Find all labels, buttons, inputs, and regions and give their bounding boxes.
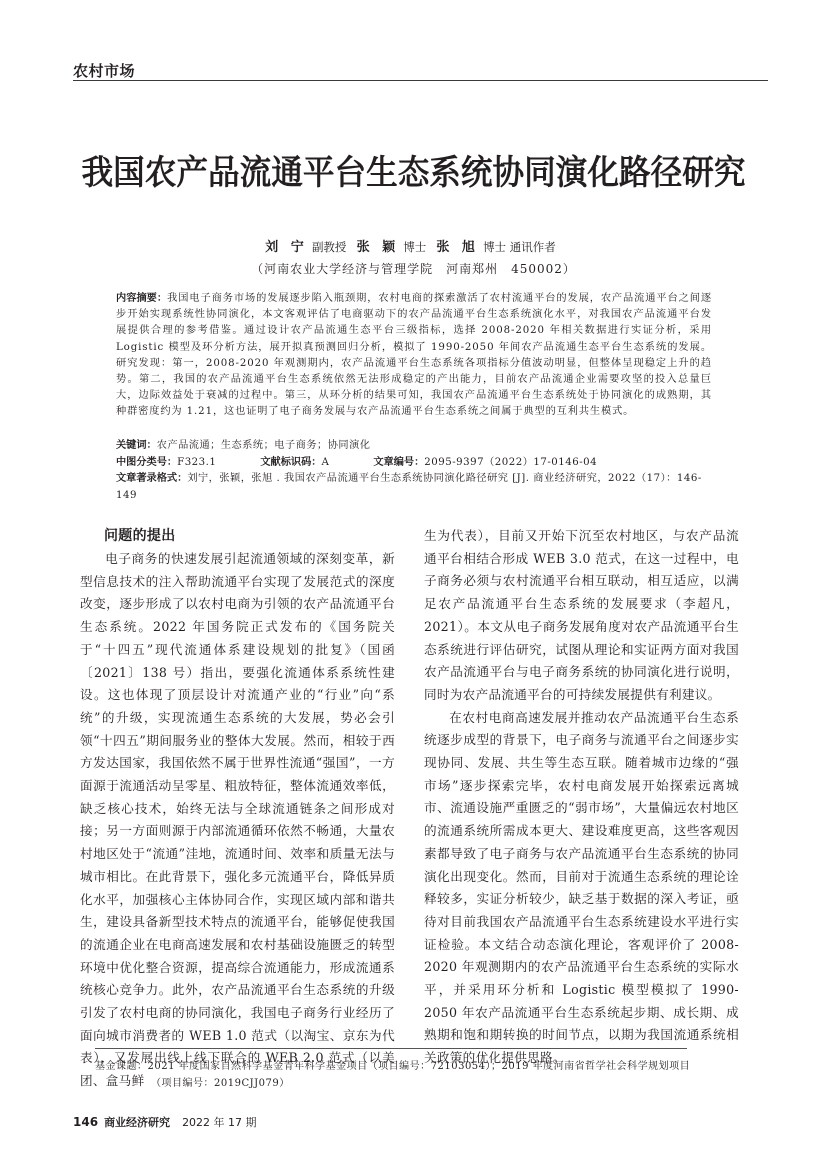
doc-code-label: 文献标识码：	[260, 456, 322, 468]
abstract-label: 内容摘要：	[116, 293, 168, 304]
keywords-label: 关键词：	[116, 440, 157, 451]
article-id-label: 文章编号：	[373, 456, 425, 468]
citation-label: 文章著录格式：	[116, 473, 188, 485]
article-id-value: 2095-9397（2022）17-0146-04	[424, 456, 598, 468]
citation-text: 刘宁，张颖，张旭 . 我国农产品流通平台生态系统协同演化路径研究 [J]. 商业经济研究，2022（17）：146-149	[116, 473, 702, 501]
page-number: 146	[73, 1115, 99, 1129]
author-role: 博士	[403, 240, 427, 254]
author-list	[0, 236, 827, 255]
section-heading: 问题的提出	[104, 528, 176, 544]
funding-note	[95, 1058, 735, 1092]
footnote-divider	[95, 1048, 687, 1049]
abstract-text: 我国电子商务市场的发展逐步陷入瓶颈期，农村电商的探索激活了农村流通平台的发展，农产品流通平台之间逐步开始实现系统性协同演化，本文客观评估了电商驱动下的农产品流通平台生态系统演化水平，对我国农产品流通平台发展提供合理的参考借鉴。通过设计农产品流通生态平台三级指标，选择 2008-2020 年相关数据进行实证分析，采用 Logistic 模型及环分析方法，展开拟真预测回归分析，模拟了 1990-2050 年间农产品流通生态平台生态系统的发展。研究发现：第一，2008-2020 年观测期内，农产品流通平台生态系统各项指标分值波动明显，但整体呈现稳定上升的趋势。第二，我国的农产品流通平台生态系统依然无法形成稳定的产出能力，目前农产品流通企业需要攻坚的投入总量巨大，边际效益处于衰减的过程中。第三，从环分析的结果可知，我国农产品流通平台生态系统处于协同演化的成熟期，其种群密度约为 1.21，这也证明了电子商务发展与农产品流通平台生态系统之间属于典型的互利共生模式。	[116, 293, 712, 418]
classification-row	[116, 455, 712, 472]
keywords-text: 农产品流通；生态系统；电子商务；协同演化	[156, 440, 371, 451]
funding-line: 基金课题：2021 年度国家自然科学基金青年科学基金项目（项目编号：72103054）；2019 年度河南省哲学社会科学规划项目	[95, 1061, 691, 1072]
doc-code-value: A	[321, 456, 330, 468]
clc-value: F323.1	[177, 456, 217, 468]
article-metadata	[116, 438, 712, 504]
journal-name: 商业经济研究	[104, 1116, 171, 1129]
keywords-row	[116, 438, 712, 455]
section-tag: 农村市场	[73, 62, 136, 80]
article-title: 我国农产品流通平台生态系统协同演化路径研究	[81, 153, 746, 193]
author-name: 张 旭	[436, 240, 479, 255]
citation-row	[116, 471, 712, 504]
body-column-right	[424, 525, 739, 1070]
author-role: 副教授	[311, 240, 347, 254]
body-paragraph-continued: 生为代表），目前又开始下沉至农村地区，与农产品流通平台相结合形成 WEB 3.0 范式，在这一过程中，电子商务必须与农村流通平台相互联动，相互适应，以满足农产品流通平台生态系统的发展要求（李超凡，2021）。本文从电子商务发展角度对农产品流通平台生态系统进行评估研究，试图从理论和实证两方面对我国农产品流通平台与电子商务系统的协同演化进行说明，同时为农产品流通平台的可持续发展提供有利建议。	[424, 528, 739, 702]
body-paragraph: 在农村电商高速发展并推动农产品流通平台生态系统逐步成型的背景下，电子商务与流通平台之间逐步实现协同、发展、共生等生态互联。随着城市边缘的“强市场”逐步探索完毕，农村电商发展开始探索远离城市、流通设施严重匮乏的“弱市场”，大量偏远农村地区的流通系统所需成本更大、建设难度更高，这些客观因素都导致了电子商务与农产品流通平台生态系统的协同演化出现变化。然而，目前对于流通生态系统的理论诠释较多，实证分析较少，缺乏基于数据的深入考证，亟待对目前我国农产品流通平台生态系统建设水平进行实证检验。本文结合动态演化理论，客观评价了 2008-2020 年观测期内的农产品流通平台生态系统的实际水平，并采用环分析和 Logistic 模型模拟了 1990-2050 年农产品流通平台生态系统起步期、成长期、成熟期和饱和期转换的时间节点，以期为我国流通系统相关政策的优化提供思路。	[424, 709, 739, 1066]
page-footer	[73, 1114, 257, 1130]
body-paragraph: 电子商务的快速发展引起流通领域的深刻变革，新型信息技术的注入帮助流通平台实现了发展范式的深度改变，逐步形成了以农村电商为引领的农产品流通平台生态系统。2022 年国务院正式发布的《国务院关于“十四五”现代流通体系建设规划的批复》（国函〔2021〕138 号）指出，要强化流通体系系统性建设。这也体现了顶层设计对流通产业的“行业”向“系统”的升级，实现流通生态系统的大发展，势必会引领“十四五”期间服务业的整体大发展。然而，相较于西方发达国家，我国依然不属于世界性流通“强国”，一方面源于流通活动呈零星、粗放特征，整体流通效率低，缺乏核心技术，始终无法与全球流通链条之间形成对接；另一方面则源于内部流通循环依然不畅通，大量农村地区处于“流通”洼地，流通时间、效率和质量无法与城市相比。在此背景下，强化多元流通平台，降低异质化水平，加强核心主体协同合作，实现区域内部和谐共生，建设具备新型技术特点的流通平台，能够促使我国的流通企业在电商高速发展和农村基础设施匮乏的转型环境中优化整合资源，提高综合流通能力，形成流通系统核心竞争力。此外，农产品流通平台生态系统的升级引发了农村电商的协同演化，我国电子商务行业经历了面向城市消费者的 WEB 1.0 范式（以淘宝、京东为代表），又发展出线上线下联合的 WEB 2.0 范式（以美团、盒马鲜	[80, 551, 395, 1089]
header-divider	[73, 80, 768, 81]
issue-info: 2022 年 17 期	[182, 1116, 257, 1129]
funding-line: （项目编号：2019CJJ079）	[151, 1078, 290, 1089]
clc-label: 中图分类号：	[116, 456, 178, 468]
body-column-left	[80, 525, 395, 1093]
author-name: 刘 宁	[265, 240, 308, 255]
author-name: 张 颖	[356, 240, 400, 255]
abstract	[116, 291, 712, 421]
affiliation: （河南农业大学经济与管理学院 河南郑州 450002）	[251, 262, 576, 276]
author-role: 博士 通讯作者	[483, 240, 556, 254]
